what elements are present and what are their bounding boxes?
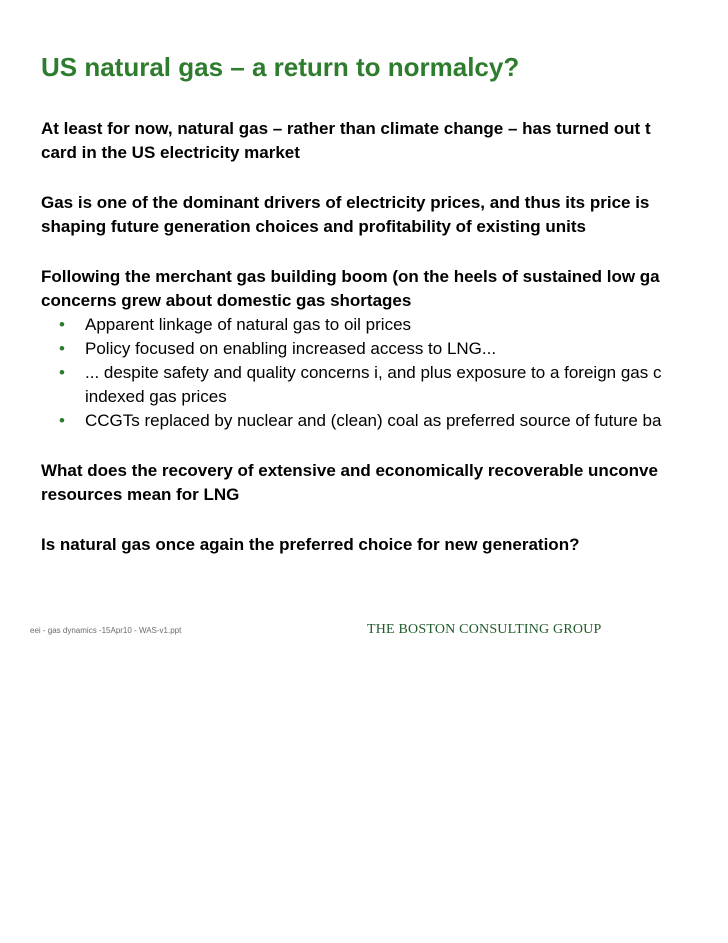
bullet-list <box>41 313 728 433</box>
bullet-icon: • <box>59 315 65 334</box>
slide-title: US natural gas – a return to normalcy? <box>41 52 520 82</box>
paragraph-line: At least for now, natural gas – rather than climate change – has turned out t <box>41 119 651 138</box>
bullet-icon: • <box>59 363 65 382</box>
bullet-item <box>41 313 728 337</box>
bullet-item <box>41 361 728 409</box>
bullet-text: indexed gas prices <box>85 387 227 406</box>
bullet-icon: • <box>59 339 65 358</box>
bullet-text: CCGTs replaced by nuclear and (clean) coal as preferred source of future ba <box>85 411 662 430</box>
paragraph-2 <box>41 191 728 239</box>
paragraph-4 <box>41 459 728 507</box>
bullet-item <box>41 337 728 361</box>
paragraph-3 <box>41 265 728 313</box>
bullet-text: Policy focused on enabling increased access to LNG... <box>85 339 497 358</box>
paragraph-line: What does the recovery of extensive and economically recoverable unconve <box>41 461 658 480</box>
paragraph-line: Is natural gas once again the preferred choice for new generation? <box>41 535 580 554</box>
paragraph-line: Following the merchant gas building boom (on the heels of sustained low ga <box>41 267 660 286</box>
paragraph-line: Gas is one of the dominant drivers of electricity prices, and thus its price is <box>41 193 650 212</box>
footer-file-label: eei - gas dynamics -15Apr10 - WAS-v1.ppt <box>30 626 182 635</box>
header-band <box>0 0 728 26</box>
paragraph-line: shaping future generation choices and profitability of existing units <box>41 217 586 236</box>
paragraph-line: card in the US electricity market <box>41 143 300 162</box>
paragraph-5 <box>41 533 728 557</box>
paragraph-line: concerns grew about domestic gas shortages <box>41 291 412 310</box>
slide-body <box>41 117 728 583</box>
paragraph-1 <box>41 117 728 165</box>
bullet-text: Apparent linkage of natural gas to oil prices <box>85 315 412 334</box>
bullet-item <box>41 409 728 433</box>
paragraph-line: resources mean for LNG <box>41 485 240 504</box>
bullet-text: ... despite safety and quality concerns i, and plus exposure to a foreign gas c <box>85 363 662 382</box>
bcg-logo: THE BOSTON CONSULTING GROUP <box>367 622 602 637</box>
bullet-icon: • <box>59 411 65 430</box>
